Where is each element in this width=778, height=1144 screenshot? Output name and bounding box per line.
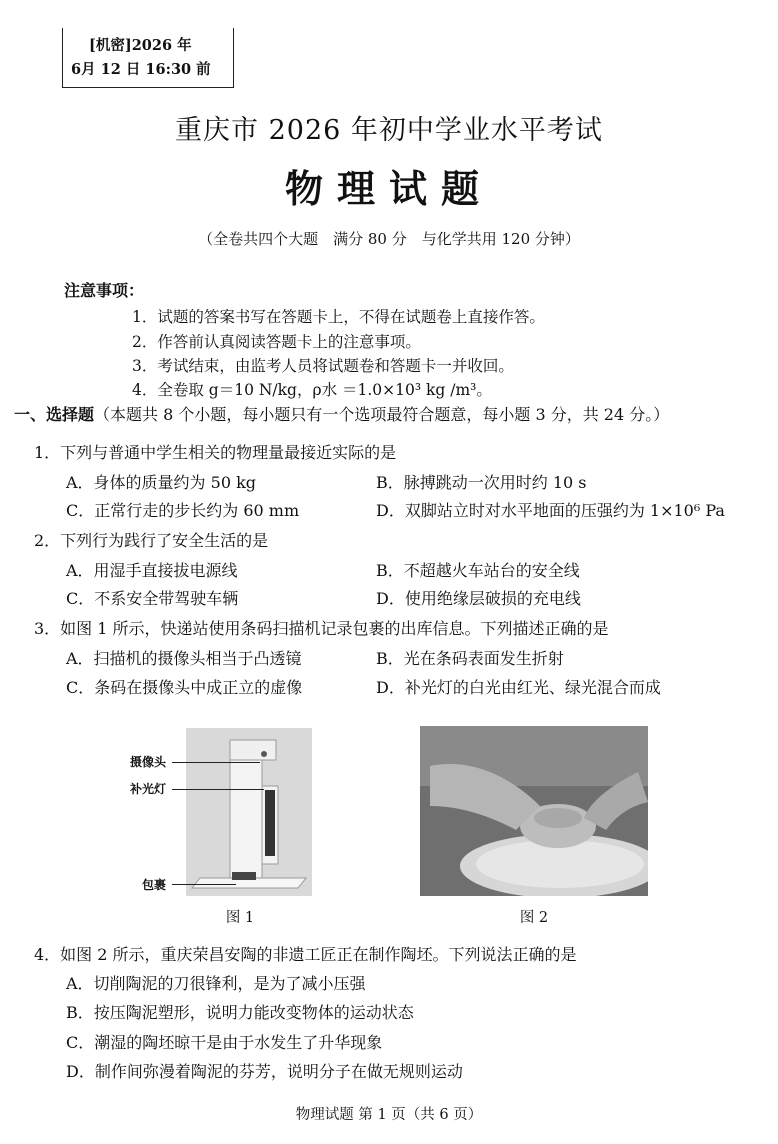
question-4-option-d[interactable]: D．制作间弥漫着陶泥的芬芳，说明分子在做无规则运动 <box>66 1062 463 1081</box>
notice-heading: 注意事项： <box>64 281 145 300</box>
pottery-making-illustration <box>420 726 648 896</box>
exam-subtitle: （全卷共四个大题 满分 80 分 与化学共用 120 分钟） <box>198 230 580 248</box>
section-heading <box>14 402 669 425</box>
question-2-option-a[interactable]: A．用湿手直接拔电源线 <box>66 561 238 580</box>
section-description: （本题共 8 个小题，每小题只有一个选项最符合题意，每小题 3 分，共 24 分。） <box>94 405 670 424</box>
notice-item: 1．试题的答案书写在答题卡上，不得在试题卷上直接作答。 <box>132 308 545 326</box>
question-2-option-b[interactable]: B．不超越火车站台的安全线 <box>376 561 580 580</box>
figure-1-caption: 图 1 <box>225 910 255 926</box>
notice-item: 4．全卷取 g＝10 N/kg，ρ水 ＝1.0×10³ kg /m³。 <box>132 381 492 399</box>
figure-1-label-camera: 摄像头 <box>130 755 167 769</box>
confidential-line-2: 6月 12 日 16:30 前 <box>71 61 211 78</box>
question-3-option-d[interactable]: D．补光灯的白光由红光、绿光混合而成 <box>376 678 661 697</box>
figure-1-label-parcel: 包裹 <box>142 878 167 892</box>
exam-title: 重庆市 2026 年初中学业水平考试 <box>175 115 603 146</box>
leader-line <box>172 884 236 885</box>
question-4-option-a[interactable]: A．切削陶泥的刀很锋利，是为了减小压强 <box>66 974 366 993</box>
confidential-box <box>62 28 234 88</box>
question-1-stem: 1．下列与普通中学生相关的物理量最接近实际的是 <box>34 443 397 462</box>
figure-1-label-light: 补光灯 <box>130 782 167 796</box>
question-4-option-b[interactable]: B．按压陶泥塑形，说明力能改变物体的运动状态 <box>66 1003 414 1022</box>
page-footer: 物理试题 第 1 页（共 6 页） <box>295 1107 483 1123</box>
question-1-option-c[interactable]: C．正常行走的步长约为 60 mm <box>66 501 300 520</box>
question-3-stem: 3．如图 1 所示，快递站使用条码扫描机记录包裹的出库信息。下列描述正确的是 <box>34 619 609 638</box>
question-2-stem: 2．下列行为践行了安全生活的是 <box>34 531 269 550</box>
question-4-stem: 4．如图 2 所示，重庆荣昌安陶的非遗工匠正在制作陶坯。下列说法正确的是 <box>34 945 577 964</box>
subject-title: 物理试题 <box>284 166 493 211</box>
leader-line <box>172 789 264 790</box>
barcode-scanner-illustration <box>186 728 312 896</box>
leader-line <box>172 762 260 763</box>
section-title: 一、选择题 <box>14 405 95 424</box>
notice-item: 2．作答前认真阅读答题卡上的注意事项。 <box>132 333 421 351</box>
notice-item: 3．考试结束，由监考人员将试题卷和答题卡一并收回。 <box>132 357 514 375</box>
question-2-option-c[interactable]: C．不系安全带驾驶车辆 <box>66 589 239 608</box>
figure-1-image <box>186 728 312 896</box>
question-3-option-b[interactable]: B．光在条码表面发生折射 <box>376 649 564 668</box>
question-3-option-c[interactable]: C．条码在摄像头中成正立的虚像 <box>66 678 303 697</box>
question-1-option-b[interactable]: B．脉搏跳动一次用时约 10 s <box>376 473 587 492</box>
figure-2-caption: 图 2 <box>519 910 549 926</box>
figure-2-image <box>420 726 648 896</box>
question-1-option-d[interactable]: D．双脚站立时对水平地面的压强约为 1×10⁶ Pa <box>376 501 725 520</box>
question-1-option-a[interactable]: A．身体的质量约为 50 kg <box>66 473 257 492</box>
question-3-option-a[interactable]: A．扫描机的摄像头相当于凸透镜 <box>66 649 302 668</box>
question-4-option-c[interactable]: C．潮湿的陶坯晾干是由于水发生了升华现象 <box>66 1033 383 1052</box>
question-2-option-d[interactable]: D．使用绝缘层破损的充电线 <box>376 589 581 608</box>
confidential-line-1: [机密]2026 年 <box>89 37 192 54</box>
